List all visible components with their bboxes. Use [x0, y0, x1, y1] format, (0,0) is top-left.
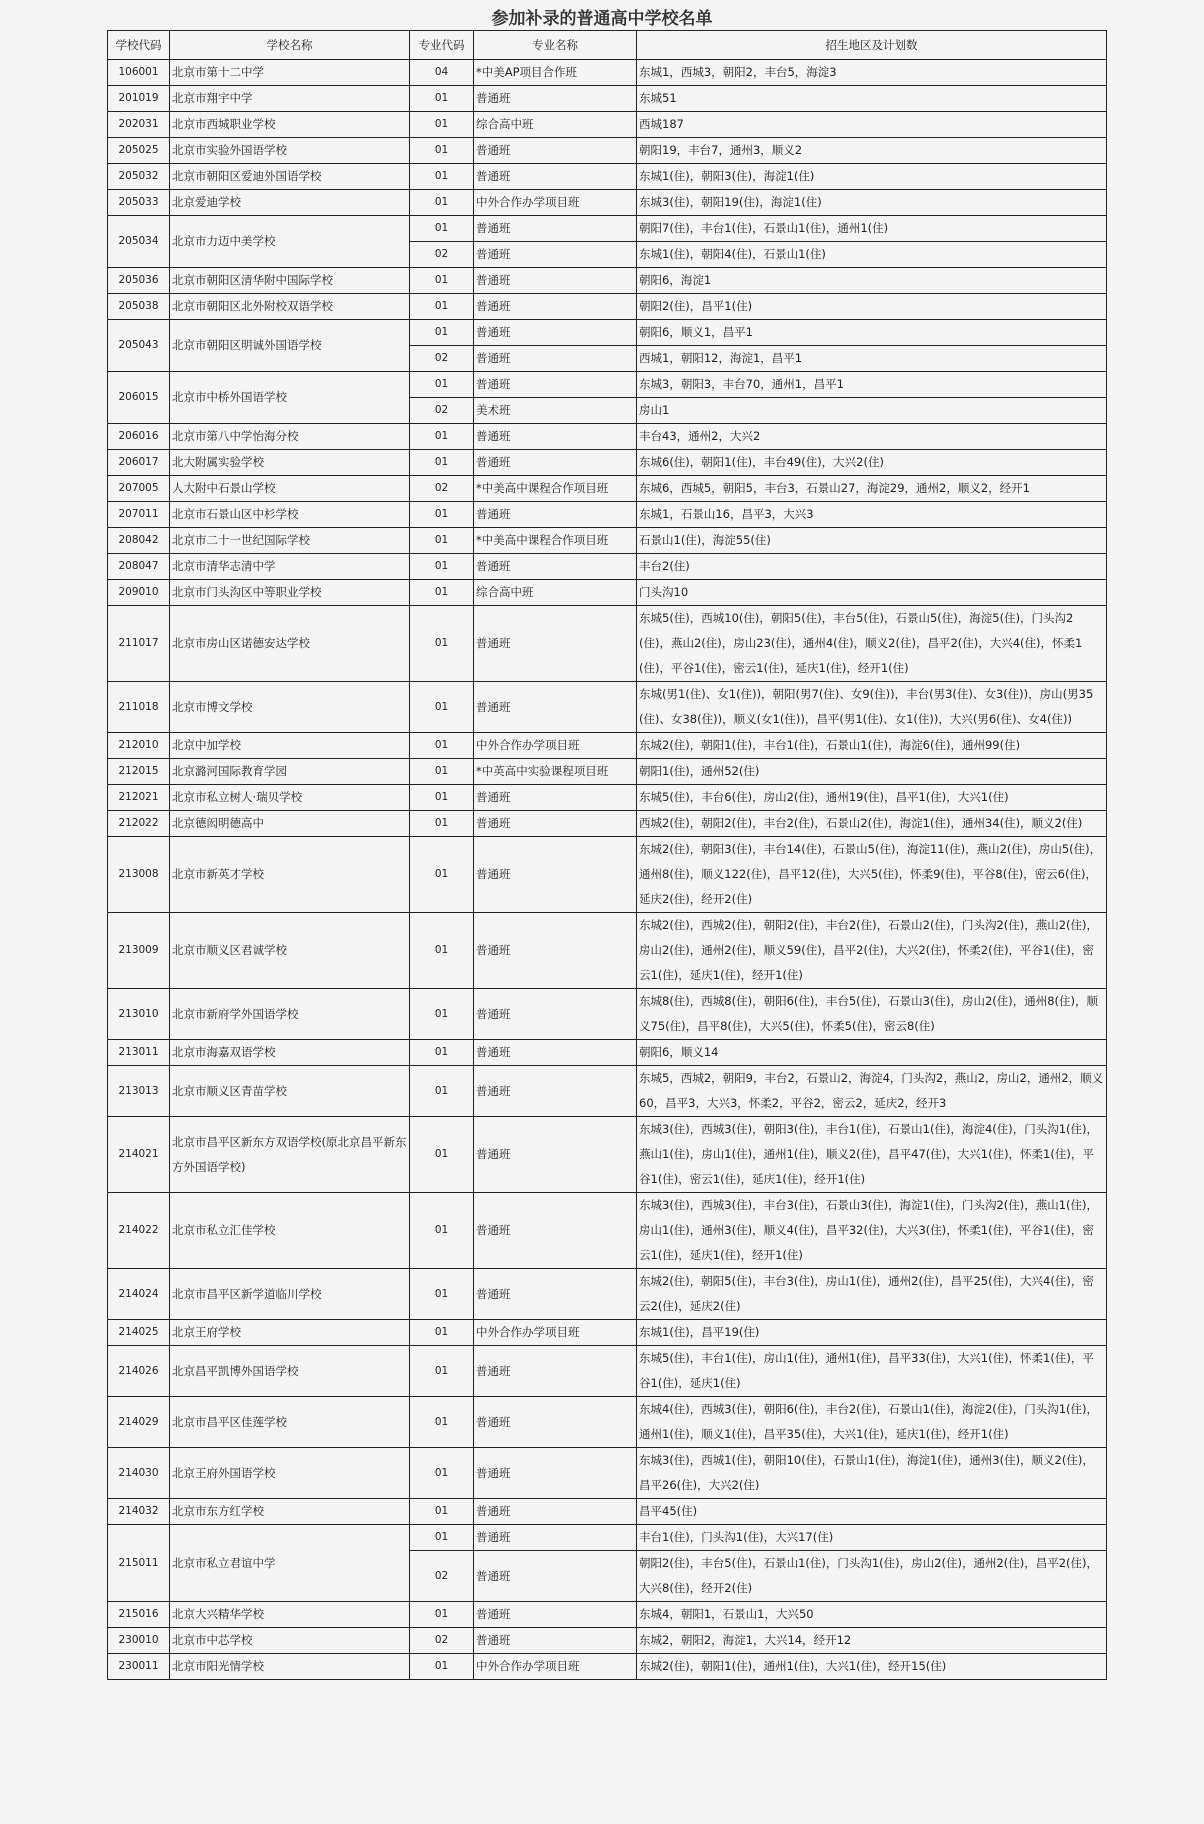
- major-code-cell: 01: [410, 502, 474, 528]
- major-name-cell: 普通班: [474, 1193, 637, 1269]
- major-name-cell: 普通班: [474, 1602, 637, 1628]
- regions-quota-cell: 东城4，朝阳1，石景山1，大兴50: [637, 1602, 1107, 1628]
- school-name-cell: 北京市顺义区君诚学校: [170, 913, 410, 989]
- major-name-cell: 普通班: [474, 1066, 637, 1117]
- school-name-cell: 北京爱迪学校: [170, 190, 410, 216]
- major-name-cell: 普通班: [474, 682, 637, 733]
- school-name-cell: 北京市顺义区青苗学校: [170, 1066, 410, 1117]
- school-name-cell: 北京市西城职业学校: [170, 112, 410, 138]
- school-name-cell: 北京市博文学校: [170, 682, 410, 733]
- major-name-cell: 普通班: [474, 86, 637, 112]
- school-code-cell: 214024: [108, 1269, 170, 1320]
- major-name-cell: 美术班: [474, 398, 637, 424]
- major-code-cell: 01: [410, 1117, 474, 1193]
- regions-quota-cell: 丰台2(住): [637, 554, 1107, 580]
- regions-quota-cell: 丰台1(住)，门头沟1(住)，大兴17(住): [637, 1525, 1107, 1551]
- table-row: [108, 1654, 1107, 1680]
- regions-quota-cell: 东城3(住)，朝阳19(住)，海淀1(住): [637, 190, 1107, 216]
- school-name-cell: 北京昌平凯博外国语学校: [170, 1346, 410, 1397]
- school-name-cell: 北京市私立君谊中学: [170, 1525, 410, 1602]
- major-code-cell: 01: [410, 1269, 474, 1320]
- major-name-cell: 普通班: [474, 811, 637, 837]
- major-name-cell: 普通班: [474, 242, 637, 268]
- table-row: [108, 1269, 1107, 1320]
- major-name-cell: 普通班: [474, 785, 637, 811]
- school-code-cell: 205032: [108, 164, 170, 190]
- school-name-cell: 北京市实验外国语学校: [170, 138, 410, 164]
- school-code-cell: 211018: [108, 682, 170, 733]
- regions-quota-cell: 东城3(住)，西城3(住)，朝阳3(住)，丰台1(住)，石景山1(住)，海淀4(住)，门头沟1(住)，燕山1(住)，房山1(住)，通州1(住)，顺义2(住)，昌平47(住)，大兴1(住)，怀柔1(住)，平谷1(住)，密云1(住)，延庆1(住)，经开1(住): [637, 1117, 1107, 1193]
- regions-quota-cell: 东城6(住)，朝阳1(住)，丰台49(住)，大兴2(住): [637, 450, 1107, 476]
- regions-quota-cell: 东城1(住)，朝阳4(住)，石景山1(住): [637, 242, 1107, 268]
- regions-quota-cell: 西城2(住)，朝阳2(住)，丰台2(住)，石景山2(住)，海淀1(住)，通州34(住)，顺义2(住): [637, 811, 1107, 837]
- major-code-cell: 01: [410, 580, 474, 606]
- major-code-cell: 01: [410, 190, 474, 216]
- regions-quota-cell: 东城2(住)，西城2(住)，朝阳2(住)，丰台2(住)，石景山2(住)，门头沟2(住)，燕山2(住)，房山2(住)，通州2(住)，顺义59(住)，昌平2(住)，大兴2(住)，怀柔2(住)，平谷1(住)，密云1(住)，延庆1(住)，经开1(住): [637, 913, 1107, 989]
- regions-quota-cell: 东城2(住)，朝阳3(住)，丰台14(住)，石景山5(住)，海淀11(住)，燕山2(住)，房山5(住)，通州8(住)，顺义122(住)，昌平12(住)，大兴5(住)，怀柔9(住)，平谷8(住)，密云6(住)，延庆2(住)，经开2(住): [637, 837, 1107, 913]
- regions-quota-cell: 东城1，石景山16，昌平3，大兴3: [637, 502, 1107, 528]
- regions-quota-cell: 东城1(住)，昌平19(住): [637, 1320, 1107, 1346]
- regions-quota-cell: 东城1(住)，朝阳3(住)，海淀1(住): [637, 164, 1107, 190]
- school-code-cell: 214032: [108, 1499, 170, 1525]
- major-name-cell: *中英高中实验课程项目班: [474, 759, 637, 785]
- table-row: [108, 1320, 1107, 1346]
- major-name-cell: 普通班: [474, 1117, 637, 1193]
- table-row: [108, 913, 1107, 989]
- major-name-cell: 普通班: [474, 913, 637, 989]
- major-code-cell: 01: [410, 112, 474, 138]
- school-code-cell: 213008: [108, 837, 170, 913]
- school-code-cell: 205034: [108, 216, 170, 268]
- regions-quota-cell: 西城1，朝阳12，海淀1，昌平1: [637, 346, 1107, 372]
- major-name-cell: 中外合作办学项目班: [474, 733, 637, 759]
- school-code-cell: 207011: [108, 502, 170, 528]
- table-row: [108, 580, 1107, 606]
- major-name-cell: 综合高中班: [474, 112, 637, 138]
- regions-quota-cell: 石景山1(住)，海淀55(住): [637, 528, 1107, 554]
- school-code-cell: 205038: [108, 294, 170, 320]
- school-name-cell: 北京市石景山区中杉学校: [170, 502, 410, 528]
- table-row: [108, 811, 1107, 837]
- school-code-cell: 213009: [108, 913, 170, 989]
- school-code-cell: 213011: [108, 1040, 170, 1066]
- major-name-cell: 普通班: [474, 294, 637, 320]
- major-code-cell: 01: [410, 1346, 474, 1397]
- major-code-cell: 01: [410, 1397, 474, 1448]
- school-name-cell: 北大附属实验学校: [170, 450, 410, 476]
- major-code-cell: 01: [410, 1320, 474, 1346]
- major-code-cell: 01: [410, 811, 474, 837]
- major-code-cell: 02: [410, 398, 474, 424]
- school-name-cell: 北京王府外国语学校: [170, 1448, 410, 1499]
- table-body: [108, 60, 1107, 1680]
- regions-quota-cell: 朝阳7(住)，丰台1(住)，石景山1(住)，通州1(住): [637, 216, 1107, 242]
- school-name-cell: 北京市新府学外国语学校: [170, 989, 410, 1040]
- major-name-cell: 普通班: [474, 268, 637, 294]
- school-code-cell: 209010: [108, 580, 170, 606]
- school-code-cell: 212015: [108, 759, 170, 785]
- table-row: [108, 1499, 1107, 1525]
- major-name-cell: 普通班: [474, 1525, 637, 1551]
- header-school-code: 学校代码: [108, 31, 170, 60]
- major-code-cell: 01: [410, 682, 474, 733]
- major-code-cell: 01: [410, 554, 474, 580]
- school-code-cell: 208047: [108, 554, 170, 580]
- school-code-cell: 201019: [108, 86, 170, 112]
- regions-quota-cell: 朝阳2(住)，昌平1(住): [637, 294, 1107, 320]
- school-code-cell: 205043: [108, 320, 170, 372]
- major-code-cell: 01: [410, 759, 474, 785]
- table-row: [108, 86, 1107, 112]
- school-code-cell: 212010: [108, 733, 170, 759]
- header-regions-quota: 招生地区及计划数: [637, 31, 1107, 60]
- major-code-cell: 01: [410, 606, 474, 682]
- table-row: [108, 1040, 1107, 1066]
- school-name-cell: 北京市朝阳区清华附中国际学校: [170, 268, 410, 294]
- school-code-cell: 208042: [108, 528, 170, 554]
- table-row: [108, 1448, 1107, 1499]
- school-code-cell: 214021: [108, 1117, 170, 1193]
- major-code-cell: 01: [410, 785, 474, 811]
- school-code-cell: 212022: [108, 811, 170, 837]
- major-name-cell: 普通班: [474, 1346, 637, 1397]
- major-code-cell: 01: [410, 268, 474, 294]
- table-row: [108, 112, 1107, 138]
- table-row: [108, 1193, 1107, 1269]
- major-code-cell: 01: [410, 1448, 474, 1499]
- page-title: 参加补录的普通高中学校名单: [491, 9, 713, 29]
- regions-quota-cell: 东城2(住)，朝阳1(住)，通州1(住)，大兴1(住)，经开15(住): [637, 1654, 1107, 1680]
- table-row: [108, 1397, 1107, 1448]
- regions-quota-cell: 门头沟10: [637, 580, 1107, 606]
- major-code-cell: 01: [410, 1602, 474, 1628]
- regions-quota-cell: 东城6，西城5，朝阳5，丰台3，石景山27，海淀29，通州2，顺义2，经开1: [637, 476, 1107, 502]
- school-name-cell: 北京市第八中学怡海分校: [170, 424, 410, 450]
- regions-quota-cell: 东城5(住)，丰台1(住)，房山1(住)，通州1(住)，昌平33(住)，大兴1(住)，怀柔1(住)，平谷1(住)，延庆1(住): [637, 1346, 1107, 1397]
- school-code-cell: 215016: [108, 1602, 170, 1628]
- table-row: [108, 528, 1107, 554]
- regions-quota-cell: 东城2(住)，朝阳5(住)，丰台3(住)，房山1(住)，通州2(住)，昌平25(住)，大兴4(住)，密云2(住)，延庆2(住): [637, 1269, 1107, 1320]
- school-code-cell: 214029: [108, 1397, 170, 1448]
- school-code-cell: 207005: [108, 476, 170, 502]
- regions-quota-cell: 东城3，朝阳3，丰台70，通州1，昌平1: [637, 372, 1107, 398]
- major-code-cell: 01: [410, 216, 474, 242]
- table-row: [108, 424, 1107, 450]
- major-name-cell: 普通班: [474, 837, 637, 913]
- school-name-cell: 北京市阳光情学校: [170, 1654, 410, 1680]
- table-row: [108, 450, 1107, 476]
- table-row: [108, 372, 1107, 398]
- regions-quota-cell: 朝阳2(住)，丰台5(住)，石景山1(住)，门头沟1(住)，房山2(住)，通州2(住)，昌平2(住)，大兴8(住)，经开2(住): [637, 1551, 1107, 1602]
- major-code-cell: 01: [410, 837, 474, 913]
- regions-quota-cell: 西城187: [637, 112, 1107, 138]
- table-header-row: [108, 31, 1107, 60]
- major-code-cell: 02: [410, 1628, 474, 1654]
- table-row: [108, 733, 1107, 759]
- school-code-cell: 213010: [108, 989, 170, 1040]
- regions-quota-cell: 丰台43，通州2，大兴2: [637, 424, 1107, 450]
- school-code-cell: 205036: [108, 268, 170, 294]
- regions-quota-cell: 东城2，朝阳2，海淀1，大兴14，经开12: [637, 1628, 1107, 1654]
- major-name-cell: *中美AP项目合作班: [474, 60, 637, 86]
- major-code-cell: 02: [410, 476, 474, 502]
- table-row: [108, 268, 1107, 294]
- table-row: [108, 190, 1107, 216]
- major-name-cell: 普通班: [474, 1628, 637, 1654]
- school-code-cell: 206015: [108, 372, 170, 424]
- major-code-cell: 01: [410, 1525, 474, 1551]
- major-name-cell: 普通班: [474, 502, 637, 528]
- regions-quota-cell: 东城8(住)，西城8(住)，朝阳6(住)，丰台5(住)，石景山3(住)，房山2(住)，通州8(住)，顺义75(住)，昌平8(住)，大兴5(住)，怀柔5(住)，密云8(住): [637, 989, 1107, 1040]
- major-name-cell: 中外合作办学项目班: [474, 1654, 637, 1680]
- school-name-cell: 北京大兴精华学校: [170, 1602, 410, 1628]
- regions-quota-cell: 朝阳19，丰台7，通州3，顺义2: [637, 138, 1107, 164]
- school-name-cell: 北京市昌平区新学道临川学校: [170, 1269, 410, 1320]
- school-name-cell: 北京市门头沟区中等职业学校: [170, 580, 410, 606]
- school-name-cell: 北京市中桥外国语学校: [170, 372, 410, 424]
- major-name-cell: 普通班: [474, 164, 637, 190]
- major-name-cell: 普通班: [474, 216, 637, 242]
- table-row: [108, 502, 1107, 528]
- regions-quota-cell: 东城2(住)，朝阳1(住)，丰台1(住)，石景山1(住)，海淀6(住)，通州99(住): [637, 733, 1107, 759]
- major-code-cell: 01: [410, 320, 474, 346]
- school-name-cell: 北京市朝阳区爱迪外国语学校: [170, 164, 410, 190]
- regions-quota-cell: 东城(男1(住)、女1(住))，朝阳(男7(住)、女9(住))，丰台(男3(住)、女3(住))，房山(男35(住)、女38(住))，顺义(女1(住))，昌平(男1(住)、女1(住))，大兴(男6(住)、女4(住)): [637, 682, 1107, 733]
- school-name-cell: 北京市第十二中学: [170, 60, 410, 86]
- school-code-cell: 230011: [108, 1654, 170, 1680]
- school-name-cell: 北京市私立树人·瑞贝学校: [170, 785, 410, 811]
- major-code-cell: 01: [410, 989, 474, 1040]
- table-row: [108, 682, 1107, 733]
- table-row: [108, 294, 1107, 320]
- table-row: [108, 1066, 1107, 1117]
- school-list-table: [107, 30, 1107, 1680]
- table-row: [108, 1117, 1107, 1193]
- major-name-cell: 普通班: [474, 1448, 637, 1499]
- school-name-cell: 北京市清华志清中学: [170, 554, 410, 580]
- school-name-cell: 北京市昌平区佳莲学校: [170, 1397, 410, 1448]
- major-code-cell: 01: [410, 1499, 474, 1525]
- regions-quota-cell: 朝阳6，顺义1，昌平1: [637, 320, 1107, 346]
- major-name-cell: *中美高中课程合作项目班: [474, 476, 637, 502]
- school-name-cell: 北京潞河国际教育学园: [170, 759, 410, 785]
- table-row: [108, 320, 1107, 346]
- table-row: [108, 1602, 1107, 1628]
- major-code-cell: 01: [410, 164, 474, 190]
- major-name-cell: 普通班: [474, 346, 637, 372]
- school-name-cell: 北京市东方红学校: [170, 1499, 410, 1525]
- table-row: [108, 1628, 1107, 1654]
- major-code-cell: 01: [410, 528, 474, 554]
- regions-quota-cell: 东城5(住)，丰台6(住)，房山2(住)，通州19(住)，昌平1(住)，大兴1(住): [637, 785, 1107, 811]
- table-row: [108, 60, 1107, 86]
- major-code-cell: 01: [410, 1654, 474, 1680]
- major-name-cell: 中外合作办学项目班: [474, 190, 637, 216]
- school-code-cell: 206016: [108, 424, 170, 450]
- major-name-cell: 普通班: [474, 1551, 637, 1602]
- major-name-cell: 普通班: [474, 424, 637, 450]
- major-name-cell: 中外合作办学项目班: [474, 1320, 637, 1346]
- table-row: [108, 1346, 1107, 1397]
- school-name-cell: 北京德闳明德高中: [170, 811, 410, 837]
- regions-quota-cell: 东城3(住)，西城3(住)，丰台3(住)，石景山3(住)，海淀1(住)，门头沟2(住)，燕山1(住)，房山1(住)，通州3(住)，顺义4(住)，昌平32(住)，大兴3(住)，怀柔1(住)，平谷1(住)，密云1(住)，延庆1(住)，经开1(住): [637, 1193, 1107, 1269]
- header-school-name: 学校名称: [170, 31, 410, 60]
- major-code-cell: 01: [410, 913, 474, 989]
- school-code-cell: 213013: [108, 1066, 170, 1117]
- major-name-cell: 普通班: [474, 606, 637, 682]
- school-name-cell: 北京市力迈中美学校: [170, 216, 410, 268]
- major-name-cell: 普通班: [474, 372, 637, 398]
- major-name-cell: 普通班: [474, 1397, 637, 1448]
- table-row: [108, 989, 1107, 1040]
- table-row: [108, 216, 1107, 242]
- major-name-cell: 普通班: [474, 138, 637, 164]
- school-code-cell: 211017: [108, 606, 170, 682]
- school-name-cell: 北京市昌平区新东方双语学校(原北京昌平新东方外国语学校): [170, 1117, 410, 1193]
- table-row: [108, 785, 1107, 811]
- regions-quota-cell: 东城51: [637, 86, 1107, 112]
- major-name-cell: 普通班: [474, 1040, 637, 1066]
- regions-quota-cell: 房山1: [637, 398, 1107, 424]
- regions-quota-cell: 朝阳6，海淀1: [637, 268, 1107, 294]
- major-code-cell: 02: [410, 1551, 474, 1602]
- school-name-cell: 北京市房山区诺德安达学校: [170, 606, 410, 682]
- school-code-cell: 214025: [108, 1320, 170, 1346]
- table-row: [108, 476, 1107, 502]
- school-code-cell: 206017: [108, 450, 170, 476]
- header-major-name: 专业名称: [474, 31, 637, 60]
- regions-quota-cell: 昌平45(住): [637, 1499, 1107, 1525]
- major-code-cell: 01: [410, 733, 474, 759]
- school-name-cell: 北京市朝阳区明诚外国语学校: [170, 320, 410, 372]
- major-name-cell: 普通班: [474, 450, 637, 476]
- table-row: [108, 1525, 1107, 1551]
- table-row: [108, 837, 1107, 913]
- major-name-cell: 综合高中班: [474, 580, 637, 606]
- major-name-cell: 普通班: [474, 1499, 637, 1525]
- major-code-cell: 01: [410, 138, 474, 164]
- school-name-cell: 北京王府学校: [170, 1320, 410, 1346]
- major-code-cell: 01: [410, 450, 474, 476]
- major-name-cell: *中美高中课程合作项目班: [474, 528, 637, 554]
- header-major-code: 专业代码: [410, 31, 474, 60]
- table-row: [108, 554, 1107, 580]
- major-code-cell: 01: [410, 424, 474, 450]
- school-code-cell: 205033: [108, 190, 170, 216]
- major-code-cell: 01: [410, 1040, 474, 1066]
- regions-quota-cell: 朝阳6，顺义14: [637, 1040, 1107, 1066]
- major-code-cell: 04: [410, 60, 474, 86]
- major-code-cell: 01: [410, 86, 474, 112]
- school-code-cell: 205025: [108, 138, 170, 164]
- school-name-cell: 人大附中石景山学校: [170, 476, 410, 502]
- school-name-cell: 北京市二十一世纪国际学校: [170, 528, 410, 554]
- regions-quota-cell: 东城5，西城2，朝阳9，丰台2，石景山2，海淀4，门头沟2，燕山2，房山2，通州2，顺义60，昌平3，大兴3，怀柔2，平谷2，密云2，延庆2，经开3: [637, 1066, 1107, 1117]
- regions-quota-cell: 东城3(住)，西城1(住)，朝阳10(住)，石景山1(住)，海淀1(住)，通州3(住)，顺义2(住)，昌平26(住)，大兴2(住): [637, 1448, 1107, 1499]
- school-code-cell: 214022: [108, 1193, 170, 1269]
- major-code-cell: 01: [410, 294, 474, 320]
- school-name-cell: 北京市新英才学校: [170, 837, 410, 913]
- school-name-cell: 北京中加学校: [170, 733, 410, 759]
- table-row: [108, 164, 1107, 190]
- major-name-cell: 普通班: [474, 989, 637, 1040]
- school-code-cell: 215011: [108, 1525, 170, 1602]
- major-code-cell: 02: [410, 346, 474, 372]
- major-name-cell: 普通班: [474, 320, 637, 346]
- major-code-cell: 01: [410, 1193, 474, 1269]
- table-row: [108, 606, 1107, 682]
- school-code-cell: 212021: [108, 785, 170, 811]
- regions-quota-cell: 东城1，西城3，朝阳2，丰台5，海淀3: [637, 60, 1107, 86]
- regions-quota-cell: 东城5(住)，西城10(住)，朝阳5(住)，丰台5(住)，石景山5(住)，海淀5(住)，门头沟2(住)，燕山2(住)，房山23(住)，通州4(住)，顺义2(住)，昌平2(住)，大兴4(住)，怀柔1(住)，平谷1(住)，密云1(住)，延庆1(住)，经开1(住): [637, 606, 1107, 682]
- school-name-cell: 北京市海嘉双语学校: [170, 1040, 410, 1066]
- table-row: [108, 138, 1107, 164]
- school-code-cell: 230010: [108, 1628, 170, 1654]
- school-code-cell: 214026: [108, 1346, 170, 1397]
- major-code-cell: 02: [410, 242, 474, 268]
- major-code-cell: 01: [410, 1066, 474, 1117]
- school-name-cell: 北京市私立汇佳学校: [170, 1193, 410, 1269]
- school-name-cell: 北京市翔宇中学: [170, 86, 410, 112]
- regions-quota-cell: 东城4(住)，西城3(住)，朝阳6(住)，丰台2(住)，石景山1(住)，海淀2(住)，门头沟1(住)，通州1(住)，顺义1(住)，昌平35(住)，大兴1(住)，延庆1(住)，经开1(住): [637, 1397, 1107, 1448]
- major-name-cell: 普通班: [474, 554, 637, 580]
- major-name-cell: 普通班: [474, 1269, 637, 1320]
- school-name-cell: 北京市中芯学校: [170, 1628, 410, 1654]
- school-name-cell: 北京市朝阳区北外附校双语学校: [170, 294, 410, 320]
- school-code-cell: 106001: [108, 60, 170, 86]
- major-code-cell: 01: [410, 372, 474, 398]
- regions-quota-cell: 朝阳1(住)，通州52(住): [637, 759, 1107, 785]
- table-row: [108, 759, 1107, 785]
- school-code-cell: 214030: [108, 1448, 170, 1499]
- school-code-cell: 202031: [108, 112, 170, 138]
